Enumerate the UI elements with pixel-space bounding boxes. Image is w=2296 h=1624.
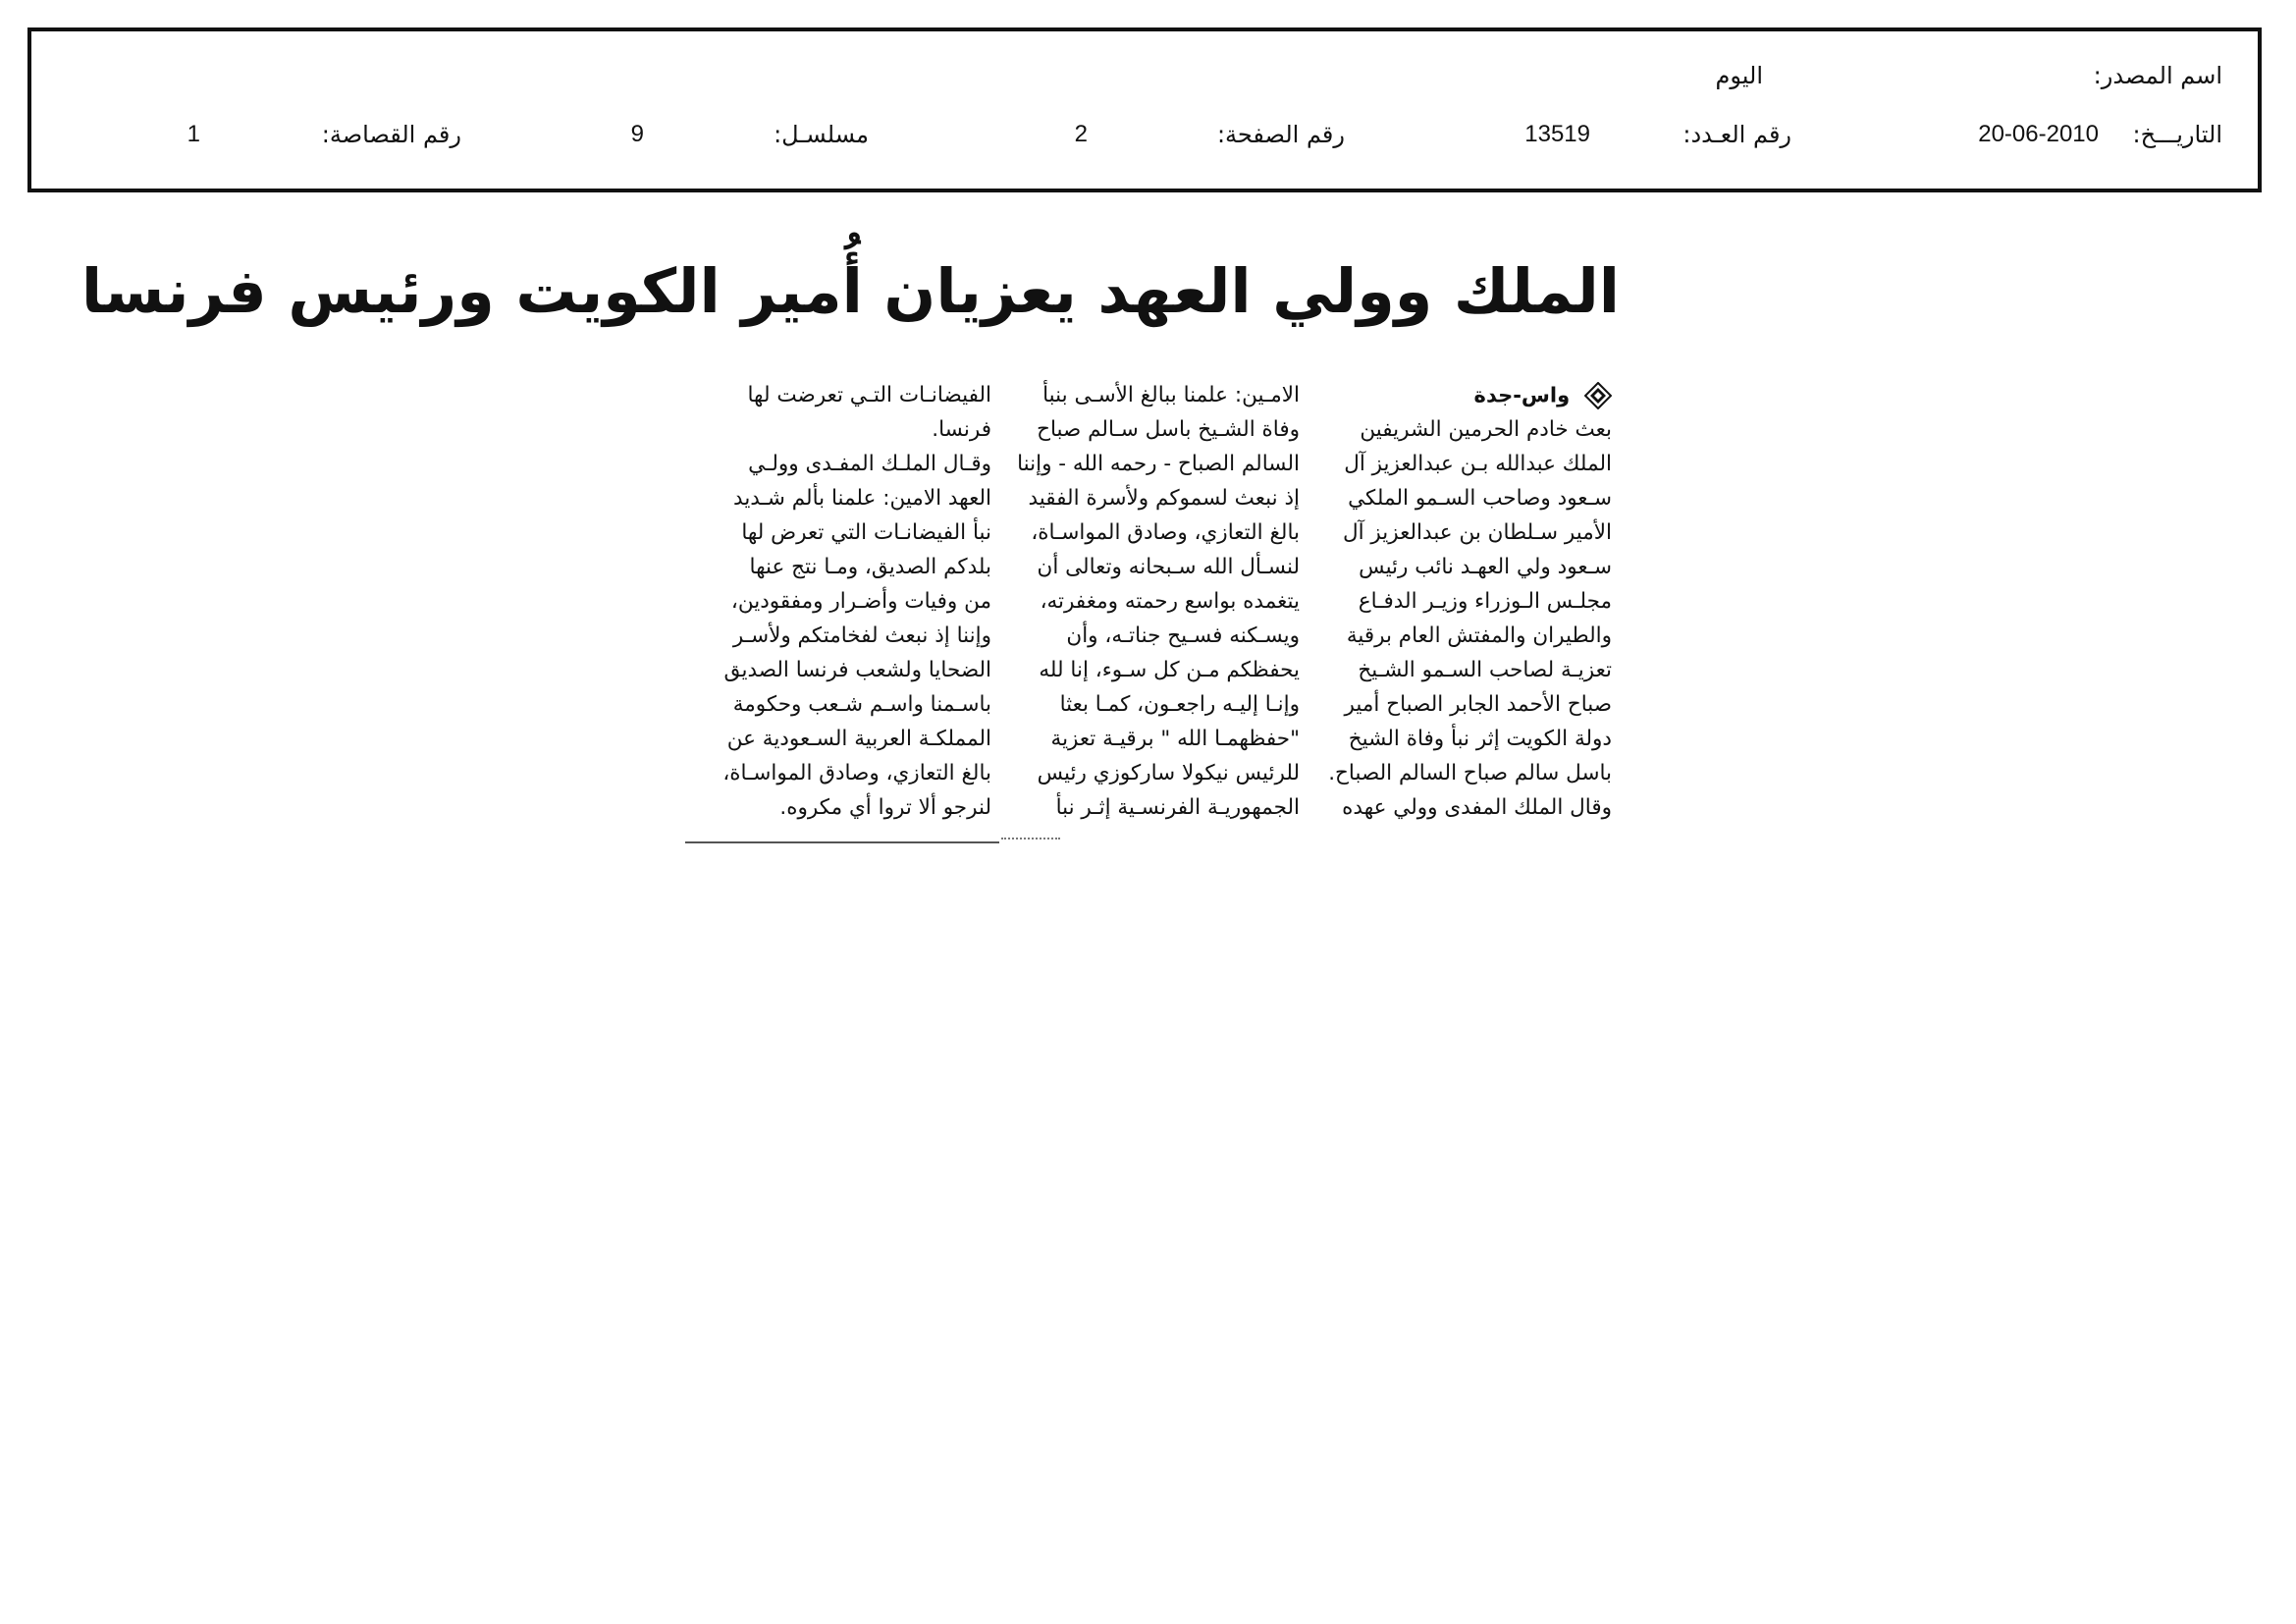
article-text-line: الجمهوريـة الفرنسـية إثـر نبأ [1055,795,1300,820]
article-text-line: بعث خادم الحرمين الشريفين [1360,417,1612,442]
article-text-line: يتغمده بواسع رحمته ومغفرته، [1040,589,1300,614]
article-text-line: للرئيس نيكولا ساركوزي رئيس [1037,761,1300,785]
article-byline: واس-جدة [1473,383,1571,407]
article-text-line: دولة الكويت إثر نبأ وفاة الشيخ [1348,727,1612,751]
article-text-line: باسل سالم صباح السالم الصباح. [1328,761,1612,785]
article-text-line: السالم الصباح - رحمه الله - وإننا [1017,452,1300,476]
column-1-lines [1325,412,1612,825]
date-label: التاريـــخ: [2132,121,2222,148]
article-text-line: الملك عبدالله بـن عبدالعزيز آل [1344,452,1612,476]
article-end-dots [1001,838,1060,843]
article-text-line: الفيضانـات التـي تعرضت لها [747,383,991,407]
article-text-line: لنسـأل الله سـبحانه وتعالى أن [1037,555,1300,579]
byline-row [1325,378,1612,412]
source-value: اليوم [1715,62,1763,89]
issue-label: رقم العـدد: [1682,121,1791,148]
serial-label: مسلسـل: [774,121,869,148]
article-text-line: من وفيات وأضـرار ومفقودين، [730,589,991,614]
article-text-line: الأمير سـلطان بن عبدالعزيز آل [1343,520,1612,545]
article-text-line: مجلـس الـوزراء وزيـر الدفـاع [1358,589,1612,614]
article-text-line: الامـين: علمنا ببالغ الأسـى بنبأ [1042,383,1300,407]
page-label: رقم الصفحة: [1216,121,1345,148]
serial-value: 9 [630,121,644,147]
article-text-line: إذ نبعث لسموكم ولأسرة الفقيد [1028,486,1300,511]
article-headline: الملك وولي العهد يعزيان أُمير الكويت ورئيس فرنسا [80,255,1620,327]
article-text-line: والطيران والمفتش العام برقية [1346,623,1612,648]
article-clipping [80,250,1620,859]
article-text-line: تعزيـة لصاحب السـمو الشـيخ [1358,658,1612,682]
source-field [2094,61,2222,90]
article-text-line: بالغ التعازي، وصادق المواسـاة، [722,761,991,785]
article-text-line: بالغ التعازي، وصادق المواسـاة، [1031,520,1300,545]
article-text-line: فرنسا. [932,417,991,442]
article-text-line: وإننا إذ نبعث لفخامتكم ولأسـر [732,623,991,648]
article-column-1 [1325,378,1612,825]
spa-agency-logo-icon [1584,382,1612,409]
article-text-line: سـعود ولي العهـد نائب رئيس [1359,555,1612,579]
clip-value: 1 [187,121,200,147]
source-label: اسم المصدر: [2093,62,2222,89]
page-value: 2 [1074,121,1088,147]
article-column-2 [1013,378,1300,825]
article-text-line: صباح الأحمد الجابر الصباح أمير [1344,692,1612,717]
issue-value: 13519 [1524,121,1590,147]
article-text-line: الضحايا ولشعب فرنسا الصديق [723,658,991,682]
article-text-line: نبأ الفيضانـات التي تعرض لها [741,520,991,545]
column-3-lines [705,378,991,825]
article-text-line: وإنـا إليـه راجعـون، كمـا بعثا [1059,692,1300,717]
article-text-line: سـعود وصاحب السـمو الملكي [1348,486,1612,511]
article-text-line: العهد الامين: علمنا بألم شـديد [733,486,991,511]
article-end-rule [685,841,999,843]
article-text-line: المملكـة العربية السـعودية عن [726,727,991,751]
date-value: 20-06-2010 [1978,121,2099,147]
article-column-3 [705,378,991,825]
article-text-line: يحفظكم مـن كل سـوء، إنا لله [1039,658,1300,682]
article-text-line: وفاة الشـيخ باسل سـالم صباح [1037,417,1300,442]
article-text-line: ويسـكنه فسـيح جناتـه، وأن [1066,623,1300,648]
article-text-line: وقال الملك المفدى وولي عهده [1342,795,1612,820]
clipping-metadata-box [27,27,2262,192]
article-text-line: لنرجو ألا تروا أي مكروه. [779,795,991,820]
article-text-line: باسـمنا واسـم شـعب وحكومة [732,692,991,717]
article-text-line: "حفظهمـا الله " برقيـة تعزية [1050,727,1300,751]
article-text-line: بلدكم الصديق، ومـا نتج عنها [749,555,991,579]
article-text-line: وقـال الملـك المفـدى وولـي [748,452,991,476]
column-2-lines [1013,378,1300,825]
clip-label: رقم القصاصة: [321,121,461,148]
